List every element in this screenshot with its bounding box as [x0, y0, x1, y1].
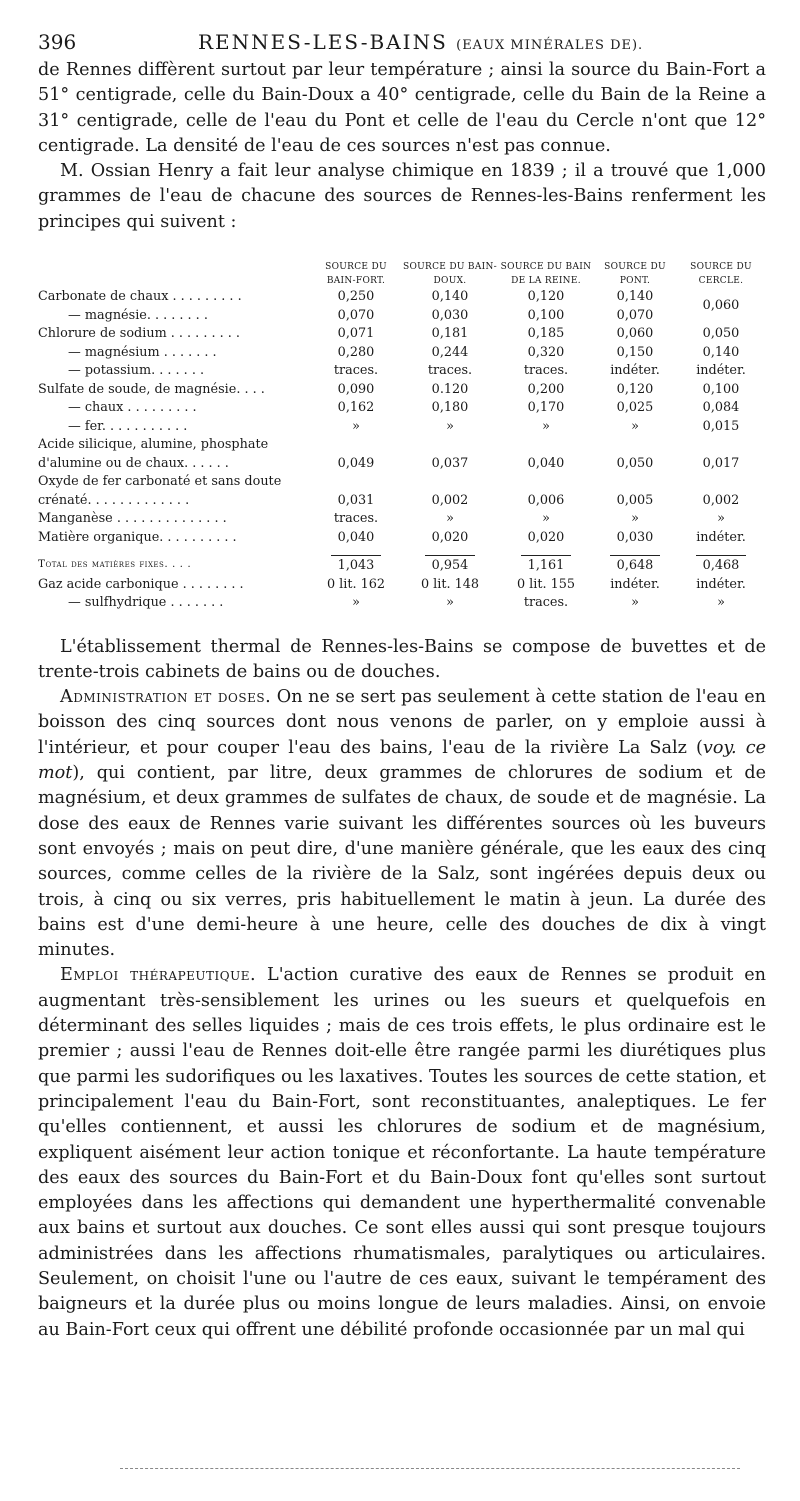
- table-row: [38, 529, 766, 548]
- total-value: 0,648: [610, 555, 660, 576]
- cell: »: [631, 511, 639, 527]
- page-number: 396: [38, 30, 77, 54]
- row-label: Carbonate de chaux . . . . . . . . .: [38, 289, 242, 305]
- row-label: — sulfhydrique . . . . . . .: [68, 595, 224, 611]
- cell: 0,070: [616, 307, 654, 323]
- cell: 0 lit. 162: [326, 576, 386, 592]
- cell: »: [542, 511, 550, 527]
- column-header: SOURCE DU BAIN-DOUX.: [403, 262, 497, 287]
- paragraph-analysis: M. Ossian Henry a fait leur analyse chimique en 1839 ; il a trouvé que 1,000 grammes de l'eau de chacune des sources de Rennes-les-Bains renferment les principes qui suivent :: [38, 161, 766, 232]
- table-row: [38, 473, 766, 510]
- paragraph-therapeutic: [38, 963, 766, 1342]
- table-total-row: [38, 547, 766, 576]
- row-label: — magnésium . . . . . . .: [68, 344, 217, 360]
- cell: 0,150: [616, 344, 654, 360]
- cell: traces.: [523, 363, 569, 379]
- cell: 0,170: [527, 400, 565, 416]
- cell: 0,071: [337, 326, 375, 342]
- cell: 0,006: [527, 492, 565, 508]
- section-heading-administration: Administration et doses.: [60, 687, 272, 708]
- cell: 0,120: [616, 381, 654, 397]
- page: [38, 30, 766, 1343]
- table-row: [38, 436, 766, 473]
- cell: 0,002: [431, 492, 469, 508]
- cell: »: [446, 511, 454, 527]
- cross-reference: voy. ce mot: [38, 737, 766, 784]
- column-header: SOURCE DU BAIN DE LA REINE.: [500, 262, 592, 287]
- table-header-empty: [38, 260, 310, 288]
- table-row: [38, 594, 766, 613]
- table-row: [38, 344, 766, 363]
- total-cell: [402, 547, 498, 576]
- running-title-main: RENNES-LES-BAINS: [198, 30, 448, 54]
- paragraph-administration: [38, 685, 766, 963]
- cell: 0,280: [337, 344, 375, 360]
- cell: 0,020: [527, 529, 565, 545]
- cell: indéter.: [696, 576, 746, 592]
- row-label: Matière organique. . . . . . . . . .: [38, 529, 237, 545]
- paragraph-establishment: L'établissement thermal de Rennes-les-Bains se compose de buvettes et de trente-trois cabinets de bains ou de douches.: [38, 636, 766, 682]
- row-label: Sulfate de soude, de magnésie. . . .: [38, 381, 265, 397]
- cell: 0,140: [431, 289, 469, 305]
- cell: traces.: [427, 363, 473, 379]
- row-label: Gaz acide carbonique . . . . . . . .: [38, 576, 244, 592]
- cell: 0,002: [702, 492, 740, 508]
- therapeutic-text: L'action curative des eaux de Rennes se produit en augmentant très-sensiblement les urines ou les sueurs et quelquefois en déterminant des selles liquides ; mais de ces trois effets, le plus ordinaire est le premier ; aussi l'eau de Rennes doit-elle être rangée parmi les diurétiques plus que parmi les sudorifiques ou les laxatives. Toutes les sources de cette station, et principalement l'eau du Bain-Fort, sont reconstituantes, analeptiques. Le fer qu'elles contiennent, et aussi les chlorures de sodium et de magnésium, expliquent aisément leur action tonique et réconfortante. La haute température des eaux des sources du Bain-Fort et du Bain-Doux font qu'elles sont surtout employées dans les affections qui demandent une hyperthermalité convenable aux bains et surtout aux douches. Ce sont elles aussi qui sont presque toujours administrées dans les affections rhumatismales, paralytiques ou articulaires. Seulement, on choisit l'une ou l'autre de ces eaux, suivant le tempérament des baigneurs et la durée plus ou moins longue de leurs maladies. Ainsi, on envoie au Bain-Fort ceux qui offrent une débilité profonde occasionnée par un mal qui: [38, 965, 766, 1340]
- total-value: 0,468: [696, 555, 746, 576]
- cell: 0,017: [702, 455, 740, 471]
- cell: »: [717, 595, 725, 611]
- page-header: [38, 30, 766, 58]
- cell: 0,050: [616, 455, 654, 471]
- cell: 0,320: [527, 344, 565, 360]
- running-title-subtitle: (EAUX MINÉRALES DE).: [456, 38, 644, 53]
- table-row: [38, 418, 766, 437]
- cell: 0,162: [337, 400, 375, 416]
- cell: 0,031: [337, 492, 375, 508]
- cell: 0,250: [337, 289, 375, 305]
- cell: indéter.: [696, 363, 746, 379]
- row-label: Acide silicique, alumine, phosphate d'alumine ou de chaux. . . . . .: [38, 437, 269, 471]
- cell: traces.: [523, 595, 569, 611]
- total-cell: [310, 547, 402, 576]
- administration-text-b: ), qui contient, par litre, deux grammes de chlorures de sodium et de magnésium, et deux grammes de sulfates de chaux, de soude et de magnésie. La dose des eaux de Rennes varie suivant les différentes sources où les buveurs sont envoyés ; mais on peut dire, d'une manière générale, que les eaux des cinq sources, comme celles de la rivière de la Salz, sont ingérées depuis deux ou trois, à cinq ou six verres, pris habituellement le matin à jeun. La durée des bains est d'une demi-heure à une heure, celle des douches de dix à vingt minutes.: [38, 763, 766, 961]
- table-row: [38, 576, 766, 595]
- cell: »: [446, 418, 454, 434]
- cell: »: [352, 595, 360, 611]
- cell: »: [717, 511, 725, 527]
- cell: 0,049: [337, 455, 375, 471]
- running-title: [198, 30, 643, 54]
- footer-rule: [120, 1468, 740, 1469]
- row-label: — magnésie. . . . . . . .: [68, 307, 208, 323]
- cell: 0,015: [702, 418, 740, 434]
- analysis-table: [38, 260, 766, 613]
- row-label: — potassium. . . . . . .: [68, 363, 205, 379]
- cell: 0,040: [337, 529, 375, 545]
- cell: traces.: [333, 511, 379, 527]
- table-row: [38, 288, 766, 307]
- cell: 0,120: [527, 289, 565, 305]
- total-cell: [594, 547, 676, 576]
- cell: »: [631, 595, 639, 611]
- cell: 0,060: [616, 326, 654, 342]
- cell: »: [542, 418, 550, 434]
- cell: indéter.: [696, 529, 746, 545]
- cell: 0,084: [702, 400, 740, 416]
- cell: »: [446, 595, 454, 611]
- cell: 0,050: [702, 326, 740, 342]
- cell: traces.: [333, 363, 379, 379]
- cell: 0,040: [527, 455, 565, 471]
- table-header-row: [38, 260, 766, 288]
- cell: 0,090: [337, 381, 375, 397]
- row-label: Oxyde de fer carbonaté et sans doute crénaté. . . . . . . . . . . . .: [38, 474, 282, 508]
- cell: 0,244: [431, 344, 469, 360]
- row-label: — fer. . . . . . . . . . .: [68, 418, 188, 434]
- cell: 0,200: [527, 381, 565, 397]
- column-header: SOURCE DU CERCLE.: [690, 262, 752, 287]
- cell: 0,020: [431, 529, 469, 545]
- row-label: Manganèse . . . . . . . . . . . . . .: [38, 511, 227, 527]
- total-value: 1,161: [521, 555, 571, 576]
- cell: 0 lit. 148: [420, 576, 480, 592]
- cell: 0,070: [337, 307, 375, 323]
- cell: 0,140: [702, 344, 740, 360]
- cell: »: [631, 418, 639, 434]
- table-row: [38, 362, 766, 381]
- cell: 0,185: [527, 326, 565, 342]
- cell: 0,100: [702, 381, 740, 397]
- paragraph-temperature: de Rennes diffèrent surtout par leur température ; ainsi la source du Bain-Fort a 51° centigrade, celle du Bain-Doux a 40° centigrade, celle du Bain de la Reine a 31° centigrade, celle de l'eau du Pont et celle de l'eau du Cercle n'ont que 12° centigrade. La densité de l'eau de ces sources n'est pas connue.: [38, 60, 766, 156]
- cell: indéter.: [610, 576, 660, 592]
- cell: indéter.: [610, 363, 660, 379]
- table-row: [38, 325, 766, 344]
- section-heading-therapeutic: Emploi thérapeutique.: [60, 965, 257, 986]
- cell: 0,180: [431, 400, 469, 416]
- cell: 0,060: [702, 298, 740, 314]
- cell: »: [352, 418, 360, 434]
- cell: 0,100: [527, 307, 565, 323]
- total-cell: [498, 547, 594, 576]
- table-row: [38, 307, 766, 326]
- cell: 0,025: [616, 400, 654, 416]
- cell: 0,037: [431, 455, 469, 471]
- cell: 0 lit. 155: [516, 576, 576, 592]
- column-header: SOURCE DU PONT.: [604, 262, 666, 287]
- row-label: Chlorure de sodium . . . . . . . . .: [38, 326, 240, 342]
- row-label: — chaux . . . . . . . . .: [68, 400, 197, 416]
- cell: 0,181: [431, 326, 469, 342]
- cell: 0,005: [616, 492, 654, 508]
- table-row: [38, 510, 766, 529]
- cell: 0,030: [616, 529, 654, 545]
- administration-text-a: On ne se sert pas seulement à cette station de l'eau en boisson des cinq sources dont nous venons de parler, on y emploie aussi à l'intérieur, et pour couper l'eau des bains, l'eau de la rivière La Salz (: [38, 687, 766, 758]
- column-header: SOURCE DU BAIN-FORT.: [325, 262, 387, 287]
- table-row: [38, 381, 766, 400]
- total-value: 1,043: [331, 555, 381, 576]
- total-cell: [676, 547, 766, 576]
- cell: 0,140: [616, 289, 654, 305]
- cell: 0,030: [431, 307, 469, 323]
- cell: 0.120: [431, 381, 469, 397]
- total-label: Total des matières fixes. . . .: [38, 558, 192, 571]
- table-row: [38, 399, 766, 418]
- total-value: 0,954: [425, 555, 475, 576]
